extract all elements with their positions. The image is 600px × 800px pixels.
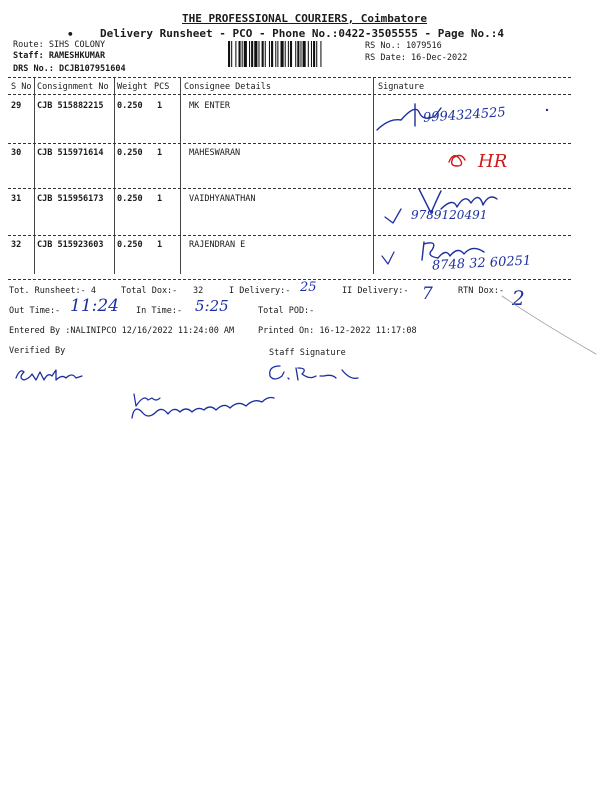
company-title: THE PROFESSIONAL COURIERS, Coimbatore — [182, 12, 428, 25]
row-consignment: CJB 515923603 — [37, 240, 104, 250]
handwritten-name-scribble — [128, 388, 278, 428]
handwritten-rtn-dox: 2 — [512, 286, 525, 310]
barcode — [228, 41, 356, 67]
table-top-rule — [8, 77, 571, 78]
out-time-label: Out Time:- — [9, 306, 61, 316]
printed-on: Printed On: 16-12-2022 11:17:08 — [258, 326, 417, 336]
barcode-bar — [271, 41, 273, 67]
rs-number: RS No.: 1079516 — [365, 41, 442, 51]
verified-by-label: Verified By — [9, 346, 66, 356]
handwritten-phone-row-32: 8748 32 60251 — [431, 253, 532, 274]
col-header-consignment: Consignment No — [37, 82, 109, 92]
handwritten-mark-row-30: HR — [478, 151, 508, 172]
handwritten-scribble-row-30 — [445, 150, 475, 172]
barcode-bar — [239, 41, 241, 67]
row-sno: 30 — [11, 148, 22, 158]
barcode-bar — [265, 41, 266, 67]
barcode-bar — [249, 41, 250, 67]
barcode-bar — [320, 41, 321, 67]
row-weight: 0.250 — [117, 194, 143, 204]
barcode-bar — [275, 41, 276, 67]
row-consignee: RAJENDRAN E — [189, 240, 246, 250]
handwritten-phone-row-29: 9994324525 — [422, 105, 507, 126]
barcode-bar — [308, 41, 309, 67]
route: Route: SIHS COLONY — [13, 40, 106, 50]
barcode-bar — [228, 41, 230, 67]
barcode-bar — [251, 41, 253, 67]
barcode-bar — [235, 41, 236, 67]
ii-delivery-label: II Delivery:- — [342, 286, 409, 296]
barcode-bar — [244, 41, 247, 67]
total-dox-label: Total Dox:- — [121, 286, 178, 296]
row-pcs: 1 — [157, 240, 163, 250]
col-divider — [373, 78, 374, 274]
col-header-signature: Signature — [378, 82, 425, 92]
barcode-bar — [254, 41, 257, 67]
row-consignee: VAIDHYANATHAN — [189, 194, 256, 204]
barcode-bar — [242, 41, 243, 67]
barcode-bar — [281, 41, 284, 67]
row-weight: 0.250 — [117, 240, 143, 250]
rs-date: RS Date: 16-Dec-2022 — [365, 53, 468, 63]
row-weight: 0.250 — [117, 148, 143, 158]
barcode-bar — [313, 41, 315, 67]
rtn-dox-label: RTN Dox:- — [458, 286, 505, 296]
handwritten-i-delivery: 25 — [300, 280, 317, 295]
row-sno: 31 — [11, 194, 22, 204]
staff-signature-label: Staff Signature — [269, 348, 346, 358]
handwritten-in-time: 5:25 — [195, 297, 229, 315]
col-divider — [180, 78, 181, 274]
barcode-bar — [290, 41, 292, 67]
table-header-rule — [8, 94, 571, 95]
barcode-bar — [277, 41, 278, 67]
total-dox-value: 32 — [193, 286, 204, 296]
barcode-bar — [262, 41, 264, 67]
total-runsheet: Tot. Runsheet:- 4 — [9, 286, 96, 296]
barcode-bar — [297, 41, 299, 67]
handwritten-out-time: 11:24 — [70, 296, 119, 316]
handwritten-phone-row-31: 9789120491 — [411, 208, 488, 222]
total-pod-label: Total POD:- — [258, 306, 315, 316]
col-header-weight: Weight — [117, 82, 148, 92]
col-header-pcs: PCS — [154, 82, 170, 92]
barcode-bar — [316, 41, 317, 67]
row-consignee: MAHESWARAN — [189, 148, 241, 158]
barcode-bar — [303, 41, 306, 67]
barcode-bar — [258, 41, 259, 67]
barcode-bar — [231, 41, 232, 67]
col-header-consignee: Consignee Details — [184, 82, 271, 92]
barcode-bar — [311, 41, 312, 67]
barcode-bar — [285, 41, 286, 67]
barcode-bar — [288, 41, 289, 67]
row-consignee: MK ENTER — [189, 101, 230, 111]
row-rule — [8, 235, 571, 236]
row-pcs: 1 — [157, 148, 163, 158]
row-pcs: 1 — [157, 101, 163, 111]
header-bullet: • — [67, 28, 74, 41]
row-consignment: CJB 515956173 — [37, 194, 104, 204]
barcode-bar — [269, 41, 270, 67]
handwritten-ii-delivery: 7 — [422, 284, 433, 304]
row-sno: 29 — [11, 101, 22, 111]
row-consignment: CJB 515971614 — [37, 148, 104, 158]
col-header-sno: S No — [11, 82, 32, 92]
scan-edge-mark — [500, 292, 598, 356]
drs-number: DRS No.: DCJB107951604 — [13, 64, 126, 74]
barcode-bar — [295, 41, 296, 67]
row-sno: 32 — [11, 240, 22, 250]
staff-signature — [266, 360, 362, 386]
row-rule — [8, 143, 571, 144]
in-time-label: In Time:- — [136, 306, 183, 316]
entered-by: Entered By :NALINIPCO 12/16/2022 11:24:00 AM — [9, 326, 235, 336]
verified-by-signature — [14, 364, 86, 384]
row-pcs: 1 — [157, 194, 163, 204]
barcode-bar — [300, 41, 301, 67]
staff: Staff: RAMESHKUMAR — [13, 51, 106, 61]
row-weight: 0.250 — [117, 101, 143, 111]
row-consignment: CJB 515882215 — [37, 101, 104, 111]
col-divider — [114, 78, 115, 274]
runsheet-subtitle: Delivery Runsheet - PCO - Phone No.:0422-3505555 - Page No.:4 — [100, 27, 504, 40]
i-delivery-label: I Delivery:- — [229, 286, 291, 296]
col-divider — [34, 78, 35, 274]
